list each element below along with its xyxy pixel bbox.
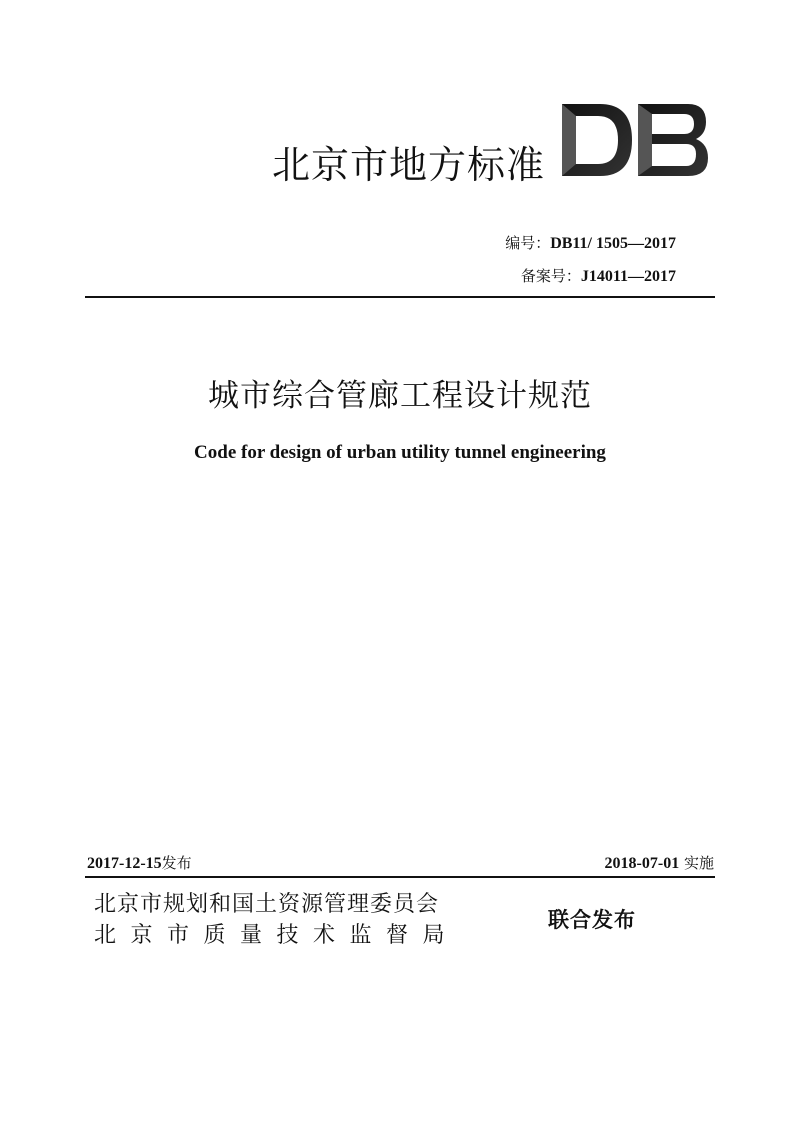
record-number (521, 265, 676, 286)
standard-type-title: 北京市地方标准 (272, 143, 546, 187)
publisher-org-1: 北京市规划和国土资源管理委员会 (94, 892, 440, 917)
standard-number-label: 编号： (505, 234, 551, 252)
issue-date-label: 发布 (161, 854, 192, 872)
standard-number (505, 232, 676, 253)
db-logo (560, 100, 710, 180)
db-logo-letter-b (638, 104, 708, 176)
document-title: 城市综合管廊工程设计规范 (208, 378, 592, 414)
db-logo-letter-d (562, 104, 632, 176)
bottom-divider (85, 876, 715, 878)
implementation-date-label: 实施 (683, 854, 714, 872)
implementation-date-value: 2018-07-01 (604, 855, 680, 872)
document-title-english: Code for design of urban utility tunnel engineering (194, 442, 606, 463)
publisher-org-2: 北京市质量技术监督局 (94, 923, 460, 948)
joint-publication-label: 联合发布 (548, 908, 636, 932)
top-divider (85, 296, 715, 298)
record-number-value: J14011—2017 (580, 268, 676, 285)
issue-date (87, 852, 192, 873)
issue-date-value: 2017-12-15 (87, 855, 162, 872)
standard-number-value: DB11/ 1505—2017 (550, 235, 676, 252)
record-number-label: 备案号： (520, 267, 581, 285)
implementation-date (605, 852, 714, 873)
